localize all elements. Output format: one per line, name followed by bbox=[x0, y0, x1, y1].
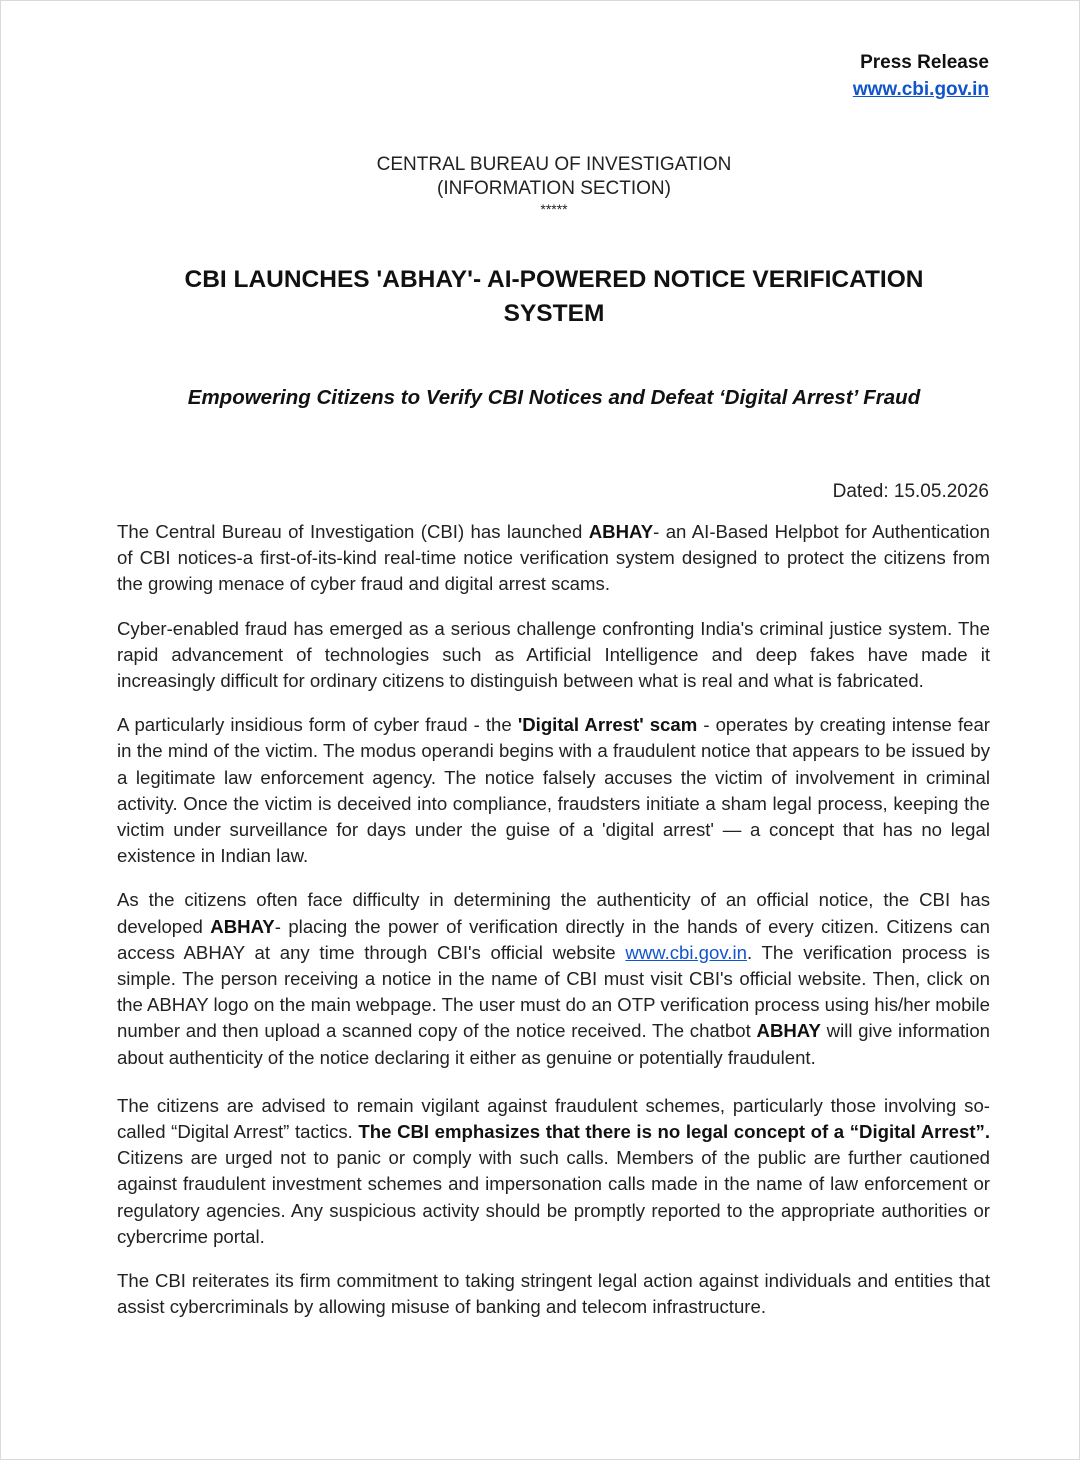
paragraph-4 bbox=[117, 887, 990, 1070]
paragraph-3-text-a: A particularly insidious form of cyber fraud - the bbox=[117, 714, 518, 736]
paragraph-4-text-a: As the citizens often face difficulty in determining the authenticity of an official notice, the CBI has developed bbox=[117, 889, 990, 937]
agency-section: (INFORMATION SECTION) bbox=[437, 178, 671, 199]
paragraph-3-bold: 'Digital Arrest' scam bbox=[517, 714, 698, 736]
paragraph-5 bbox=[117, 1093, 990, 1250]
paragraph-1 bbox=[117, 519, 990, 598]
paragraph-2: Cyber-enabled fraud has emerged as a serious challenge confronting India's criminal justice system. The rapid advancement of technologies such as Artificial Intelligence and deep fakes have made it increasingly difficult for ordinary citizens to distinguish between what is real and what is fabricated. bbox=[117, 617, 990, 692]
paragraph-1-bold: ABHAY bbox=[588, 521, 654, 542]
body-text bbox=[117, 519, 990, 1338]
paragraph-5-text-a: The citizens are advised to remain vigilant against fraudulent schemes, particularly those involving so-called “Digital Arrest” tactics. bbox=[117, 1094, 990, 1143]
paragraph-4-text-c: - placing the power of verification directly in the hands of every citizen. Citizens can access ABHAY at any time through CBI's official website bbox=[117, 915, 990, 963]
paragraph-3-text-c: - operates by creating intense fear in the mind of the victim. The modus operandi begins with a fraudulent notice that appears to be issued by a legitimate law enforcement agency. The notice falsely accuses the victim of involvement in criminal activity. Once the victim is deceived into compliance, fraudsters initiate a sham legal process, keeping the victim under surveillance for days under the guise of a 'digital arrest' — a concept that has no legal existence in Indian law. bbox=[117, 714, 990, 867]
separator-stars: ***** bbox=[540, 201, 568, 217]
agency-block bbox=[1, 153, 1080, 217]
date-line: Dated: 15.05.2026 bbox=[832, 481, 989, 502]
page-title: CBI LAUNCHES 'ABHAY'- AI-POWERED NOTICE VERIFICATION SYSTEM bbox=[184, 266, 924, 327]
paragraph-1-text-a: The Central Bureau of Investigation (CBI) has launched bbox=[117, 521, 589, 542]
page-subtitle: Empowering Citizens to Verify CBI Notices and Defeat ‘Digital Arrest’ Fraud bbox=[187, 386, 921, 409]
paragraph-6: The CBI reiterates its firm commitment to taking stringent legal action against individuals and entities that assist cybercriminals by allowing misuse of banking and telecom infrastructure. bbox=[117, 1270, 990, 1318]
press-release-label: Press Release bbox=[860, 52, 989, 73]
cbi-website-link[interactable]: www.cbi.gov.in bbox=[625, 941, 747, 963]
paragraph-4-bold-1: ABHAY bbox=[210, 915, 275, 937]
paragraph-4-bold-2: ABHAY bbox=[756, 1020, 821, 1042]
paragraph-1-text-c: - an AI-Based Helpbot for Authentication of CBI notices-a first-of-its-kind real-time notice verification system designed to protect the citizens from the growing menace of cyber fraud and digital arrest scams. bbox=[117, 521, 990, 595]
paragraph-5-bold: The CBI emphasizes that there is no legal concept of a “Digital Arrest”. bbox=[358, 1121, 990, 1143]
paragraph-3 bbox=[117, 712, 990, 869]
website-link[interactable]: www.cbi.gov.in bbox=[852, 79, 989, 100]
paragraph-4-text-d: . The verification process is simple. The person receiving a notice in the name of CBI must visit CBI's official website. Then, click on the ABHAY logo on the main webpage. The user must do an OTP verification process using his/her mobile number and then upload a scanned copy of the notice received. The chatbot bbox=[117, 941, 991, 1042]
paragraph-5-text-c: Citizens are urged not to panic or comply with such calls. Members of the public are further cautioned against fraudulent investment schemes and impersonation calls made in the name of law enforcement or regulatory agencies. Any suspicious activity should be promptly reported to the appropriate authorities or cybercrime portal. bbox=[117, 1147, 990, 1247]
paragraph-4-text-f: will give information about authenticity of the notice declaring it either as genuine or potentially fraudulent. bbox=[117, 1020, 990, 1068]
press-release-header bbox=[853, 49, 989, 103]
agency-name: CENTRAL BUREAU OF INVESTIGATION bbox=[376, 154, 732, 175]
